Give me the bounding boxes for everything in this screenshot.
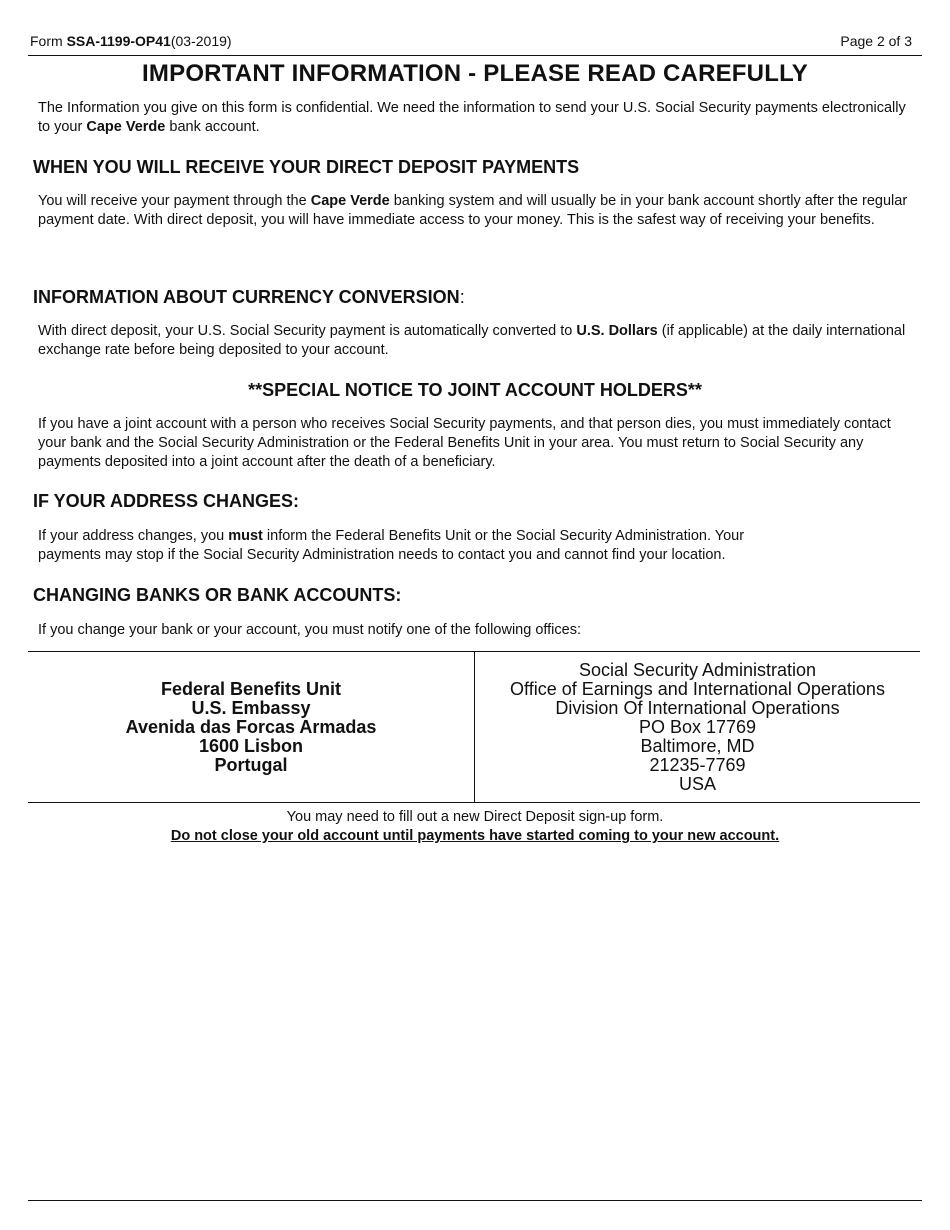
address-paragraph xyxy=(38,527,908,565)
currency-text-1: With direct deposit, your U.S. Social Security payment is automatically converted to xyxy=(38,323,577,339)
currency-heading xyxy=(33,286,465,308)
offices-table xyxy=(28,651,920,803)
ssa-address xyxy=(475,652,920,802)
address-line: Baltimore, MD xyxy=(640,735,755,756)
address-line: Social Security Administration xyxy=(578,659,817,680)
address-line: PO Box 17769 xyxy=(638,716,757,737)
form-prefix: Form xyxy=(30,33,67,49)
currency-usd: U.S. Dollars xyxy=(576,323,658,339)
address-text-3: payments may stop if the Social Security Administration needs to contact you and cannot find your location. xyxy=(38,547,726,563)
form-date: (03-2019) xyxy=(170,33,232,49)
currency-heading-text: INFORMATION ABOUT CURRENCY CONVERSION xyxy=(33,287,460,307)
address-line: Portugal xyxy=(214,754,288,775)
when-receive-heading: WHEN YOU WILL RECEIVE YOUR DIRECT DEPOSIT PAYMENTS xyxy=(33,157,580,177)
address-line: Office of Earnings and International Operations xyxy=(510,678,885,699)
address-line: U.S. Embassy xyxy=(191,697,311,718)
joint-account-heading: **SPECIAL NOTICE TO JOINT ACCOUNT HOLDERS** xyxy=(248,380,702,400)
signup-form-note: You may need to fill out a new Direct Deposit sign-up form. xyxy=(286,809,664,825)
address-text-2: inform the Federal Benefits Unit or the Social Security Administration. Your xyxy=(262,528,745,544)
address-line: 21235-7769 xyxy=(649,754,746,775)
old-account-warning: Do not close your old account until payments have started coming to your new account. xyxy=(170,828,780,844)
address-line: Federal Benefits Unit xyxy=(160,678,342,699)
intro-text-2: bank account. xyxy=(165,119,260,135)
address-line: 1600 Lisbon xyxy=(198,735,304,756)
header-divider xyxy=(28,55,922,56)
address-heading: IF YOUR ADDRESS CHANGES: xyxy=(33,491,300,511)
banks-paragraph: If you change your bank or your account, you must notify one of the following offices: xyxy=(38,622,581,638)
address-line: USA xyxy=(678,773,716,794)
address-text-1: If your address changes, you xyxy=(38,528,229,544)
when-receive-paragraph xyxy=(38,192,908,230)
intro-text-1: The Information you give on this form is confidential. We need the information to send your U.S. Social Security payments electronically to your xyxy=(38,100,906,135)
address-line: Avenida das Forcas Armadas xyxy=(125,716,377,737)
footer-divider xyxy=(28,1200,922,1201)
when-receive-text-2: banking system and will usually be in your bank account shortly after the regular payment date. With direct deposit, you will have immediate access to your money. This is the safest way of receiving your benefits. xyxy=(38,193,908,228)
form-identifier xyxy=(30,32,232,50)
intro-country: Cape Verde xyxy=(86,119,166,135)
when-receive-country: Cape Verde xyxy=(310,193,390,209)
address-must: must xyxy=(228,528,263,544)
page-title: IMPORTANT INFORMATION - PLEASE READ CAREFULLY xyxy=(142,60,808,87)
federal-benefits-unit-address xyxy=(28,652,475,802)
currency-heading-colon: : xyxy=(459,287,465,307)
currency-text-2: (if applicable) at the daily international exchange rate before being deposited to your account. xyxy=(38,323,906,358)
when-receive-text-1: You will receive your payment through the xyxy=(38,193,311,209)
page-number: Page 2 of 3 xyxy=(840,33,912,49)
intro-paragraph xyxy=(38,99,908,137)
joint-account-paragraph: If you have a joint account with a person who receives Social Security payments, and that person dies, you must immediately contact your bank and the Social Security Administration or the Federal Benefits Unit in your area. You must return to Social Security any payments deposited into a joint account after the death of a beneficiary. xyxy=(38,416,891,470)
banks-heading: CHANGING BANKS OR BANK ACCOUNTS: xyxy=(33,585,402,605)
form-id: SSA-1199-OP41 xyxy=(66,33,171,49)
address-line: Division Of International Operations xyxy=(555,697,840,718)
currency-paragraph xyxy=(38,322,908,360)
